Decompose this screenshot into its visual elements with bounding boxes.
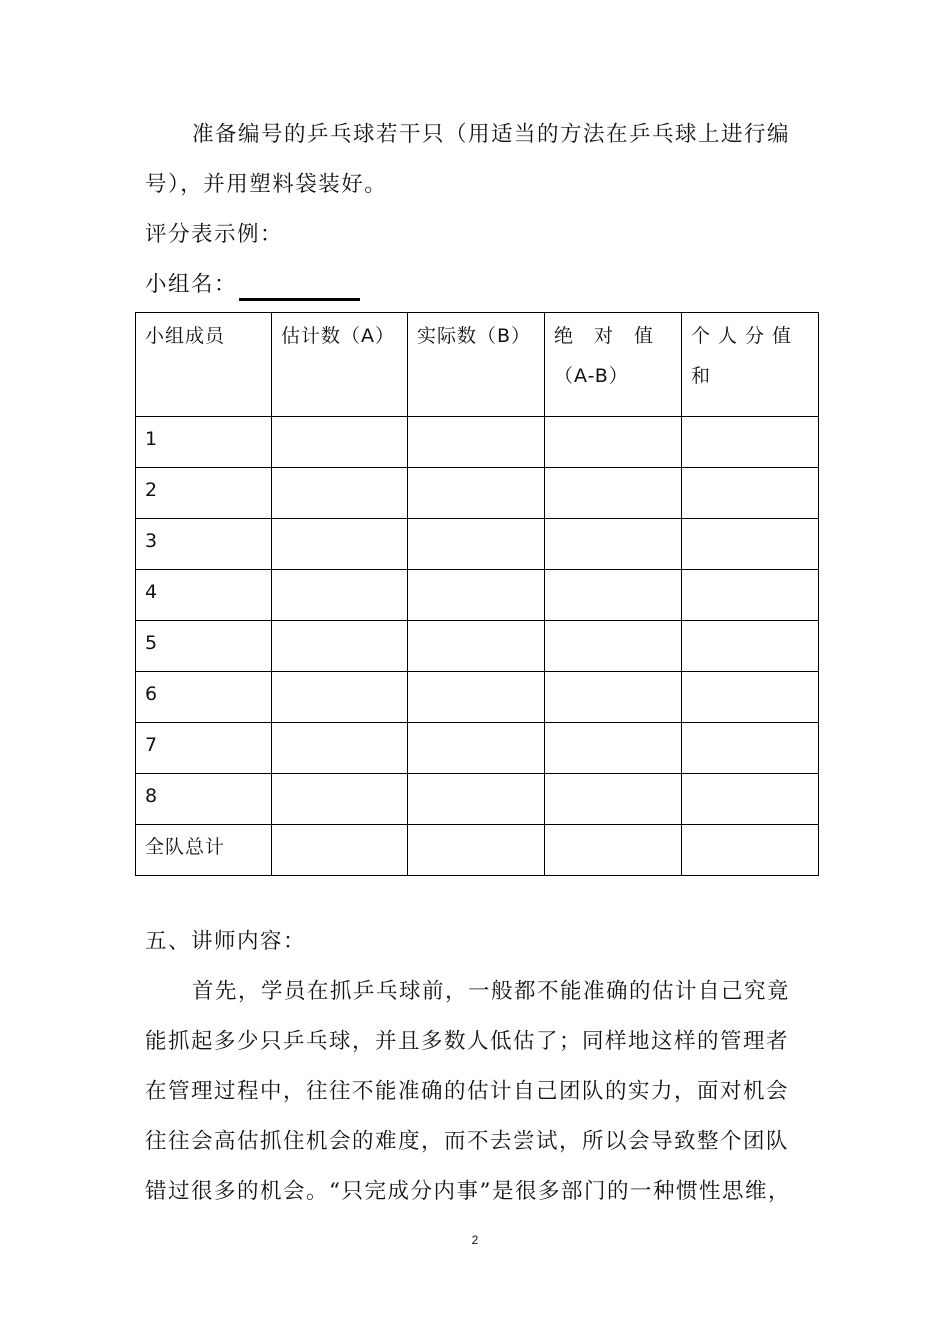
header-estimate: 估计数（A） [272,313,408,417]
table-row [136,570,819,621]
header-personal-score: 个人分值 和 [682,313,819,417]
table-cell [682,570,819,621]
member-cell: 6 [136,672,272,723]
table-cell [272,825,408,876]
table-cell [408,417,545,468]
group-name-label: 小组名： [145,272,238,297]
table-cell [682,672,819,723]
table-cell [272,774,408,825]
table-row [136,723,819,774]
table-cell [272,621,408,672]
table-cell [545,672,682,723]
table-cell [545,570,682,621]
section5-line-3: 在管理过程中，往往不能准确的估计自己团队的实力，面对机会 [145,1079,790,1104]
table-cell [408,621,545,672]
prep-paragraph-line-2: 号），并用塑料袋装好。 [145,172,388,197]
table-row [136,672,819,723]
section5-line-4: 往往会高估抓住机会的难度，而不去尝试，所以会导致整个团队 [145,1129,790,1154]
score-example-label: 评分表示例： [145,222,284,247]
member-cell: 5 [136,621,272,672]
member-cell: 3 [136,519,272,570]
table-cell [682,621,819,672]
section5-heading: 五、讲师内容： [145,929,307,954]
member-cell: 1 [136,417,272,468]
table-header-row [136,313,819,417]
table-cell [545,723,682,774]
table-row [136,774,819,825]
table-cell [545,825,682,876]
table-row [136,417,819,468]
table-row [136,621,819,672]
table-cell [408,468,545,519]
member-cell: 全队总计 [136,825,272,876]
table-cell [545,468,682,519]
section5-line-5: 错过很多的机会。“只完成分内事”是很多部门的一种惯性思维， [145,1179,791,1204]
header-member: 小组成员 [136,313,272,417]
table-cell [682,468,819,519]
table-cell [682,723,819,774]
member-cell: 7 [136,723,272,774]
table-cell [408,825,545,876]
section5-line-2: 能抓起多少只乒乓球，并且多数人低估了；同样地这样的管理者 [145,1029,790,1054]
table-cell [272,468,408,519]
prep-paragraph-line-1: 准备编号的乒乓球若干只（用适当的方法在乒乓球上进行编 [192,122,791,147]
table-cell [545,519,682,570]
table-cell [682,774,819,825]
member-cell: 8 [136,774,272,825]
table-cell [408,519,545,570]
table-row [136,468,819,519]
table-row [136,519,819,570]
table-cell [545,417,682,468]
table-cell [272,417,408,468]
score-table [135,312,819,876]
table-cell [545,774,682,825]
table-cell [408,672,545,723]
table-row [136,825,819,876]
table-cell [272,723,408,774]
table-cell [682,519,819,570]
table-cell [272,519,408,570]
section5-line-1: 首先，学员在抓乒乓球前，一般都不能准确的估计自己究竟 [192,979,791,1004]
table-cell [272,570,408,621]
table-cell [272,672,408,723]
group-name-blank-line [239,298,360,301]
table-cell [545,621,682,672]
table-cell [682,417,819,468]
member-cell: 2 [136,468,272,519]
header-actual: 实际数（B） [408,313,545,417]
table-cell [408,723,545,774]
page-number: 2 [471,1233,479,1247]
table-cell [408,774,545,825]
header-absolute-value: 绝 对 值 （A-B） [545,313,682,417]
table-cell [408,570,545,621]
table-cell [682,825,819,876]
member-cell: 4 [136,570,272,621]
